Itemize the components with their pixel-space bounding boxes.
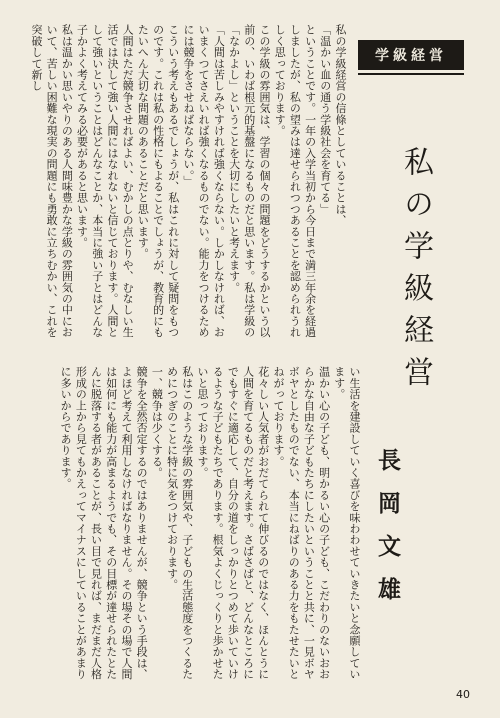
article-title: 私の学級経営 <box>398 146 433 398</box>
section-banner: 学級経営 <box>358 40 464 70</box>
lower-column-text: い生活を建設していく喜びを味わわせていきたいと念願しています。 温かい心の子ども、明かるい心の子ども、こだわりのないおおらかな自由な子どもたちにしたいということと共に、一見ボヤボヤとしたものでない、本当にねばりのある力をもたせたいとねがっております。 花々しい人気者がおだてられて伸びるのではなく、ほんとうに人間を育てるものだと考えます。さばさばと、どんなところにでもすぐに適応して、自分の道をしっかりとつめて歩いていけるような子どもたちであります。根気よくじっくりと歩かせたいと思っております。 私はこのような学級の雰囲気や、子どもの生活態度をつくるためにつぎのことに特に気をつけております。 一、競争は少くする。 競争を全然否定するのではありませんが、競争という手段は、よほど考えて利用しなければなりません。その場その場で人間は如何にも能力が高まるようでも、その目標が達せられたとたんに脱落する者があることが、長い目で見れば、まだまだ人格形成の上から見てもかえってマイナスにしていることがあまりに多いからであります。 <box>59 366 361 680</box>
author-name: 長岡文雄 <box>374 448 401 620</box>
banner-rule <box>358 73 464 75</box>
upper-column-text: 私の学級経営の信條としていることは、 「温かい血の通う学級社会を育てる」 ということです。一年の入学当初から今日まで満三年余を経過しましたが、私の望みは達せられつつあることを認められうれしく思っております。 この学級の雰囲気は、学習の個々の問題をどうするかという以前の、いわば根元的基盤になるものだと思います。私は学級の「なかよし」ということを大切にしたいと考えます。 「人間は苦しみやすければ強くならない。しかしなければ、おいまくつてさえいれば強くなるものでない。能力をつけるためには競争をさせねばならない。」 こういう考えもあるでしょうが、私はこれに対して疑問をもつのです。これは私の性格にもよることでしょうが、教育的にもたいへん大切な問題のあることだと思います。 人間はただ競争させればよい、むかしの点とりや、むなしい生活では決して強い人間にはなれないと信じております。人間として強いということはどんなことか、本当に強い子とはどんな子かよく考えてみる必要があると思います。 私は温かい思いやりのある人間味豊かな学級の雰囲気の中において、苦しい困難な現実の問題にも勇敢に立ちむかい、これを突破して新し <box>29 24 347 338</box>
page-number: 40 <box>456 688 470 701</box>
